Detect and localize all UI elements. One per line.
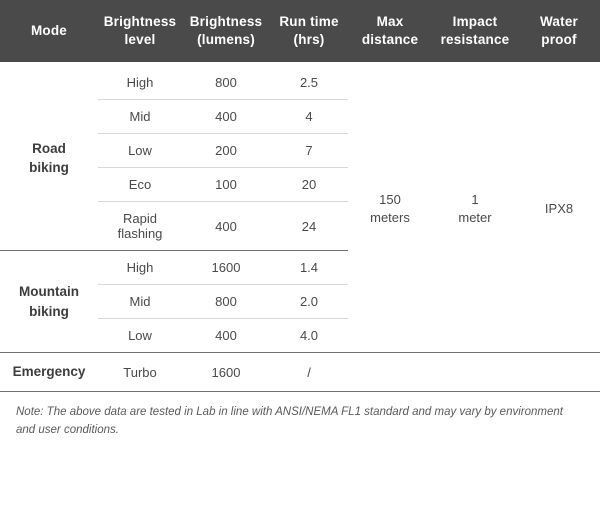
- column-header-impact-resistance: [432, 0, 518, 62]
- cell-run-time: 2.5: [270, 66, 348, 100]
- cell-brightness-lumens: 400: [182, 202, 270, 251]
- header-line: distance: [361, 32, 419, 48]
- max-distance-line: meters: [370, 210, 410, 226]
- cell-brightness-lumens: 100: [182, 168, 270, 202]
- cell-brightness-lumens: 1600: [182, 353, 270, 391]
- group-label-emergency: Emergency: [0, 353, 98, 391]
- header-line: resistance: [440, 32, 510, 48]
- table-row: [0, 353, 600, 391]
- impact-resistance-line: 1: [471, 191, 479, 207]
- cell-brightness-level: Mid: [98, 285, 182, 319]
- group-label-mountain-biking: [0, 251, 98, 353]
- cell-run-time: 4.0: [270, 319, 348, 353]
- header-line: Water: [539, 14, 578, 29]
- group-label-line: biking: [29, 160, 69, 176]
- header-line: Impact: [452, 14, 498, 29]
- group-label-line: biking: [29, 303, 69, 319]
- header-line: Max: [376, 14, 404, 29]
- cell-empty: [518, 353, 600, 391]
- header-line: (lumens): [197, 32, 255, 48]
- header-line: Brightness: [189, 14, 263, 29]
- cell-brightness-level: Low: [98, 134, 182, 168]
- cell-run-time: 20: [270, 168, 348, 202]
- column-header-mode: [0, 0, 98, 62]
- column-header-brightness-level: [98, 0, 182, 62]
- cell-brightness-lumens: 800: [182, 66, 270, 100]
- cell-water-proof: IPX8: [518, 66, 600, 352]
- level-line: flashing: [117, 226, 163, 242]
- group-label-line: Road: [32, 140, 66, 156]
- table-footnote: [0, 391, 600, 450]
- max-distance-line: 150: [379, 191, 401, 207]
- table-body: [0, 62, 600, 391]
- cell-run-time: 2.0: [270, 285, 348, 319]
- cell-brightness-level: Turbo: [98, 353, 182, 391]
- footnote-line-2: and user conditions.: [16, 423, 119, 436]
- column-header-max-distance: [348, 0, 432, 62]
- column-header-brightness-lumens: [182, 0, 270, 62]
- cell-run-time: 24: [270, 202, 348, 251]
- header-line: level: [124, 32, 156, 48]
- cell-brightness-level: High: [98, 66, 182, 100]
- header-line: (hrs): [293, 32, 325, 48]
- group-label-line: Mountain: [19, 284, 79, 300]
- header-line: Run time: [279, 14, 339, 29]
- cell-brightness-lumens: 800: [182, 285, 270, 319]
- cell-brightness-lumens: 200: [182, 134, 270, 168]
- column-header-water-proof: [518, 0, 600, 62]
- cell-brightness-level: [98, 202, 182, 251]
- impact-resistance-line: meter: [458, 210, 492, 226]
- cell-empty: [348, 353, 432, 391]
- header-row: [0, 0, 600, 62]
- level-line: Rapid: [123, 211, 157, 227]
- cell-run-time: 4: [270, 100, 348, 134]
- header-line: Brightness: [103, 14, 177, 29]
- cell-impact-resistance: [432, 66, 518, 352]
- footnote-line-1: Note: The above data are tested in Lab in line with ANSI/NEMA FL1 standard and may vary by environment: [16, 406, 563, 418]
- header-line: Mode: [30, 23, 68, 39]
- cell-brightness-lumens: 400: [182, 319, 270, 353]
- cell-brightness-level: Eco: [98, 168, 182, 202]
- cell-run-time: 7: [270, 134, 348, 168]
- cell-brightness-level: High: [98, 251, 182, 285]
- column-header-run-time: [270, 0, 348, 62]
- cell-brightness-level: Low: [98, 319, 182, 353]
- cell-run-time: 1.4: [270, 251, 348, 285]
- cell-brightness-lumens: 1600: [182, 251, 270, 285]
- table-header: [0, 0, 600, 62]
- cell-run-time: /: [270, 353, 348, 391]
- table-row: [0, 66, 600, 100]
- cell-brightness-level: Mid: [98, 100, 182, 134]
- cell-max-distance: [348, 66, 432, 352]
- cell-empty: [432, 353, 518, 391]
- group-label-road-biking: [0, 66, 98, 250]
- header-line: proof: [541, 32, 577, 48]
- cell-brightness-lumens: 400: [182, 100, 270, 134]
